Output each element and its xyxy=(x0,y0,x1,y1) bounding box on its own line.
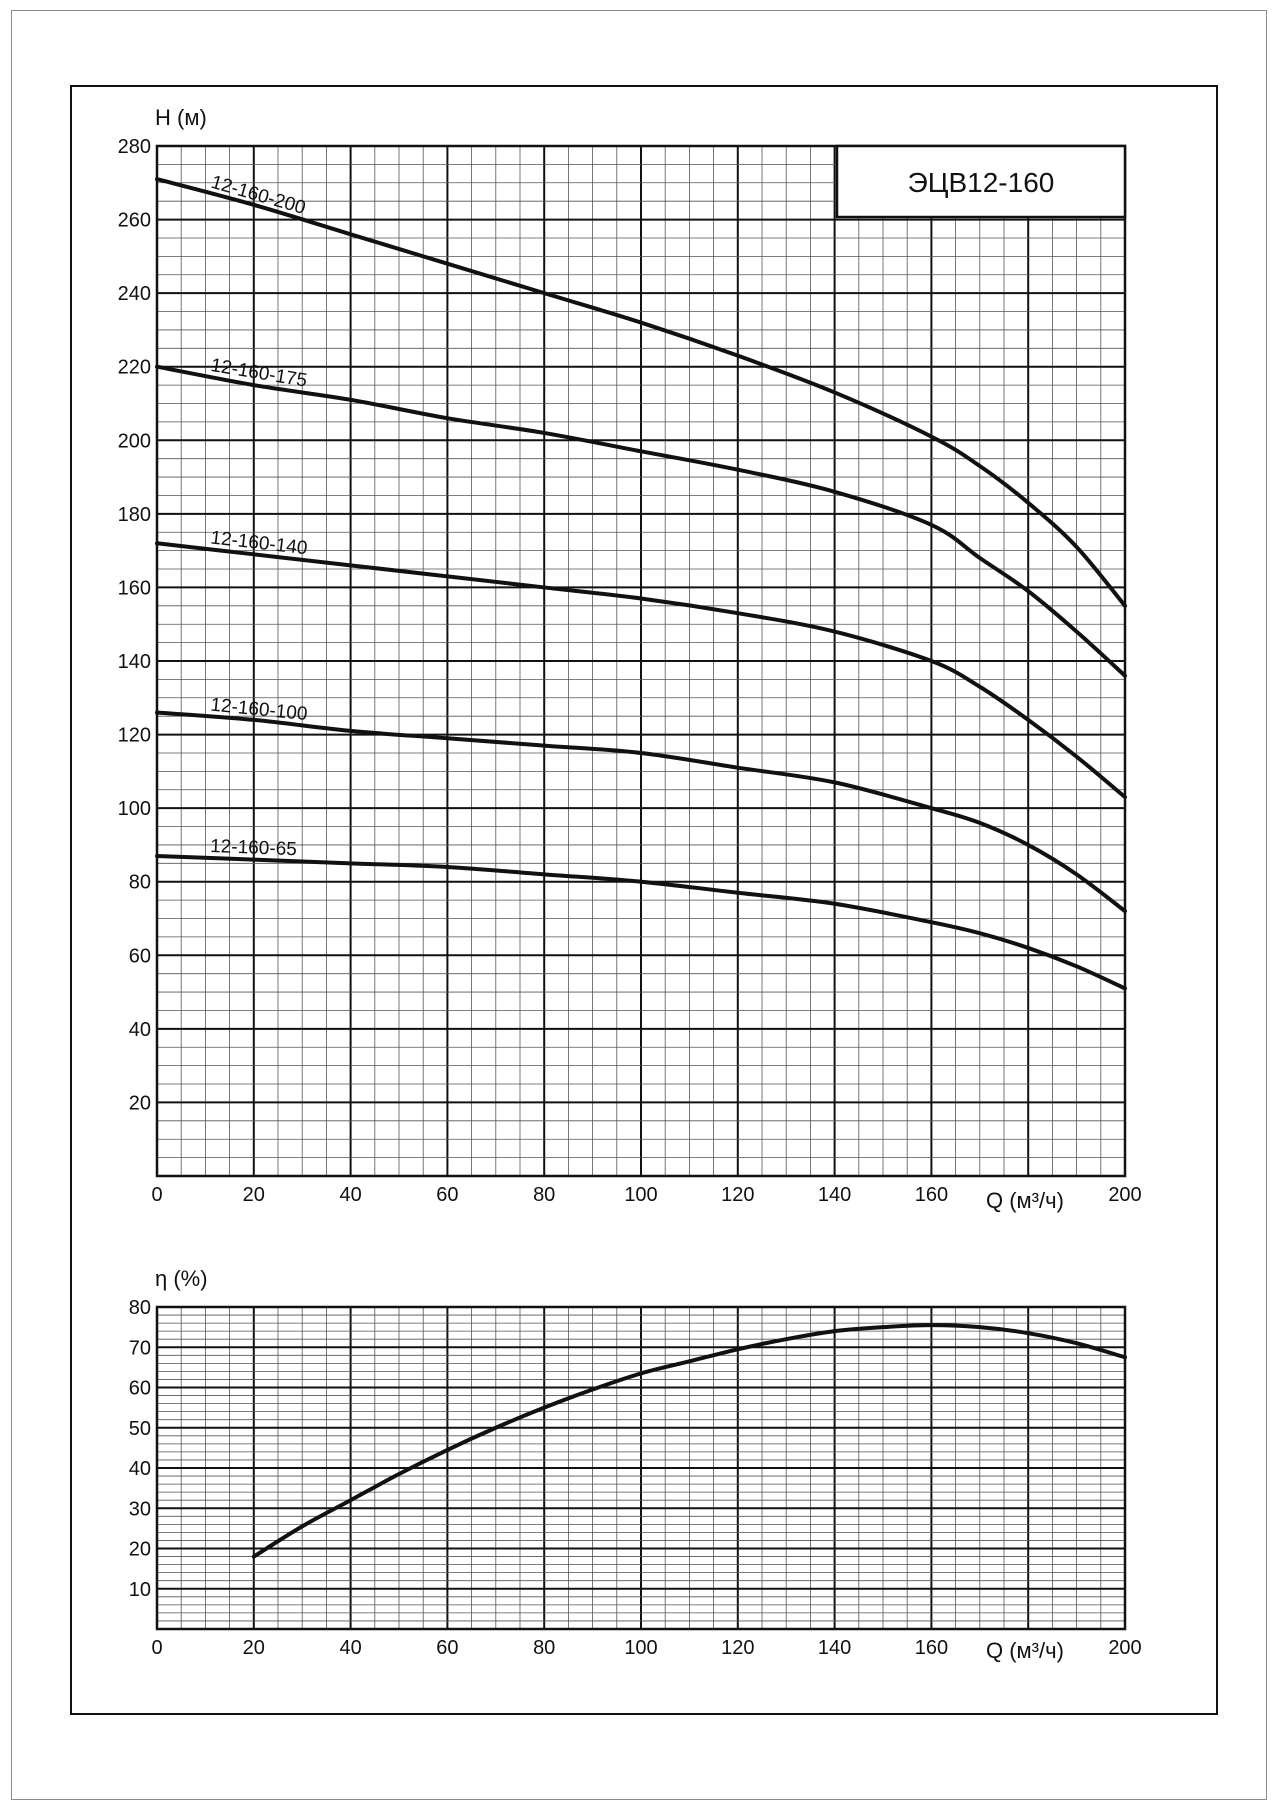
head-y-tick-label: 240 xyxy=(117,283,151,306)
head-y-tick-label: 140 xyxy=(117,651,151,673)
curve-label-12-160-100: 12-160-100 xyxy=(209,694,309,726)
head-x-tick-label: 100 xyxy=(624,1184,658,1206)
efficiency-x-tick-label: 20 xyxy=(242,1637,265,1659)
head-y-tick-label: 220 xyxy=(117,356,151,379)
efficiency-y-tick-label: 30 xyxy=(128,1498,151,1521)
head-x-tick-label: 20 xyxy=(242,1184,265,1206)
head-y-tick-label: 120 xyxy=(117,724,151,747)
efficiency-x-tick-label: 160 xyxy=(914,1637,949,1659)
efficiency-x-tick-label: 80 xyxy=(533,1637,556,1659)
efficiency-x-tick-label: 60 xyxy=(436,1637,459,1659)
efficiency-y-tick-label: 50 xyxy=(128,1417,151,1440)
efficiency-y-tick-label: 40 xyxy=(128,1458,151,1480)
head-tick-labels xyxy=(118,136,1142,1206)
head-y-tick-label: 200 xyxy=(117,430,151,453)
efficiency-x-tick-label: 140 xyxy=(817,1637,852,1659)
efficiency-x-tick-label: 100 xyxy=(624,1637,658,1659)
head-y-tick-label: 60 xyxy=(128,945,151,968)
efficiency-x-tick-label: 120 xyxy=(721,1637,755,1659)
head-x-axis-title: Q (м³/ч) xyxy=(986,1188,1064,1213)
efficiency-y-tick-label: 10 xyxy=(128,1578,151,1601)
efficiency-x-tick-label: 40 xyxy=(339,1637,362,1659)
head-x-tick-label: 160 xyxy=(914,1184,949,1206)
head-y-axis-title: H (м) xyxy=(155,105,207,130)
efficiency-y-tick-label: 70 xyxy=(128,1337,151,1360)
curve-label-12-160-140: 12-160-140 xyxy=(209,527,309,560)
model-title: ЭЦВ12-160 xyxy=(907,167,1055,198)
curve-label-12-160-65: 12-160-65 xyxy=(209,835,298,861)
efficiency-y-axis-title: η (%) xyxy=(155,1266,208,1291)
curve-label-12-160-200: 12-160-200 xyxy=(208,171,308,219)
efficiency-x-tick-label: 0 xyxy=(151,1637,163,1659)
head-x-tick-label: 40 xyxy=(339,1184,362,1206)
efficiency-x-axis-title: Q (м³/ч) xyxy=(986,1638,1064,1663)
efficiency-x-tick-label: 200 xyxy=(1108,1637,1142,1659)
head-y-tick-label: 160 xyxy=(117,577,151,600)
head-y-tick-label: 40 xyxy=(128,1018,151,1041)
head-x-tick-label: 80 xyxy=(533,1184,556,1206)
head-x-tick-label: 0 xyxy=(151,1184,163,1206)
efficiency-y-tick-label: 80 xyxy=(128,1297,151,1319)
head-x-tick-label: 120 xyxy=(721,1184,755,1206)
curve-label-12-160-175: 12-160-175 xyxy=(209,355,309,392)
efficiency-chart-grid xyxy=(157,1307,1125,1629)
head-y-tick-label: 280 xyxy=(117,136,151,158)
head-y-tick-label: 180 xyxy=(117,503,151,526)
head-y-tick-label: 80 xyxy=(128,871,151,894)
head-chart-grid xyxy=(157,146,1125,1176)
efficiency-y-tick-label: 20 xyxy=(128,1538,151,1561)
head-x-tick-label: 60 xyxy=(436,1184,459,1206)
head-y-tick-label: 100 xyxy=(117,798,151,821)
head-y-tick-label: 260 xyxy=(117,209,151,232)
head-x-tick-label: 200 xyxy=(1108,1184,1142,1206)
head-y-tick-label: 20 xyxy=(128,1092,151,1115)
efficiency-y-tick-label: 60 xyxy=(128,1377,151,1400)
head-x-tick-label: 140 xyxy=(817,1184,852,1206)
